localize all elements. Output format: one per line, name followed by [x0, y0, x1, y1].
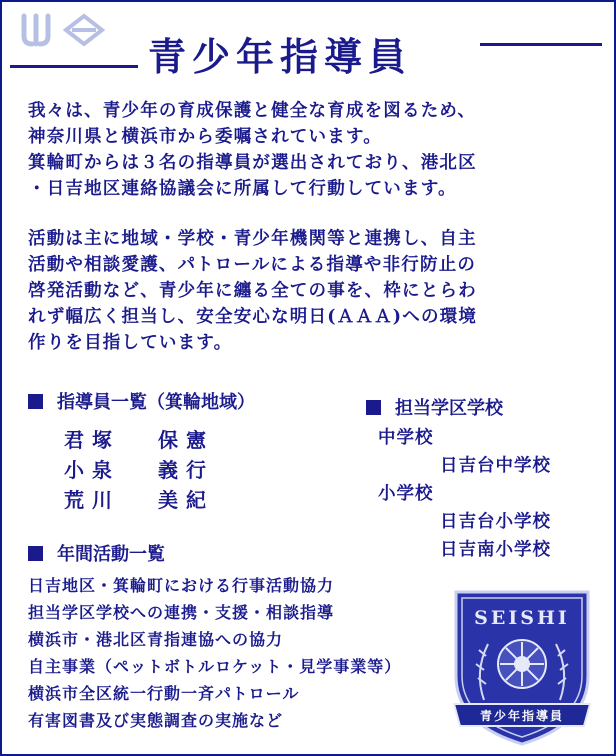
list-item: 有害図書及び実態調査の実施など: [28, 711, 284, 730]
member-given-name: 義行: [158, 458, 214, 482]
annual-activity-list: [28, 572, 401, 734]
list-item: 担当学区学校への連携・支援・相談指導: [28, 603, 335, 622]
square-bullet-icon: [28, 546, 43, 561]
member-given-name: 保憲: [158, 428, 214, 452]
activity-line: 作りを目指しています。: [28, 333, 233, 353]
member-surname: 君塚: [64, 428, 120, 452]
member-given-name: 美紀: [158, 488, 214, 512]
member-surname: 小泉: [64, 458, 120, 482]
seishi-emblem-icon: [444, 584, 600, 748]
title-rule-left: [10, 65, 138, 68]
city-logo-icon: [14, 10, 110, 50]
activity-line: 活動は主に地域・学校・青少年機関等と連携し、自主: [28, 229, 477, 249]
activity-line: 啓発活動など、青少年に纏る全ての事を、枠にとらわ: [28, 281, 477, 301]
members-heading-text: 指導員一覧（箕輪地域）: [57, 392, 255, 413]
schools-heading: [366, 394, 503, 420]
list-item: 横浜市全区統一行動一斉パトロール: [28, 684, 300, 703]
list-item: 日吉地区・箕輪町における行事活動協力: [28, 576, 335, 595]
title-rule-right: [480, 43, 602, 46]
member-row: [64, 424, 214, 453]
intro-line: 我々は、青少年の育成保護と健全な育成を図るため、: [28, 101, 477, 121]
square-bullet-icon: [366, 400, 381, 415]
members-heading: [28, 388, 255, 414]
elementary-label: 小学校: [378, 484, 434, 504]
intro-line: ・日吉地区連絡協議会に所属して行動しています。: [28, 179, 457, 199]
school-name: 日吉台小学校: [440, 512, 551, 532]
member-row: [64, 484, 214, 513]
member-row: [64, 454, 214, 483]
emblem-text: SEISHI: [474, 607, 570, 629]
schools-heading-text: 担当学区学校: [395, 398, 503, 419]
list-item: 自主事業（ペットボトルロケット・見学事業等）: [28, 657, 402, 676]
emblem-banner: 青少年指導員: [479, 709, 565, 723]
intro-paragraph: [28, 98, 604, 202]
annual-heading-text: 年間活動一覧: [57, 544, 165, 565]
activity-line: 活動や相談愛護、パトロールによる指導や非行防止の: [28, 255, 477, 275]
intro-line: 神奈川県と横浜市から委嘱されています。: [28, 127, 382, 147]
school-name: 日吉台中学校: [440, 456, 551, 476]
page-title: 青少年指導員: [148, 34, 413, 79]
member-surname: 荒川: [64, 488, 120, 512]
school-name: 日吉南小学校: [440, 540, 551, 560]
junior-high-label: 中学校: [378, 428, 434, 448]
activity-line: れず幅広く担当し、安全安心な明日(ＡＡＡ)への環境: [28, 307, 478, 327]
annual-heading: [28, 540, 165, 566]
list-item: 横浜市・港北区青指連協への協力: [28, 630, 284, 649]
intro-line: 箕輪町からは３名の指導員が選出されており、港北区: [28, 153, 477, 173]
activity-paragraph: [28, 226, 604, 356]
square-bullet-icon: [28, 394, 43, 409]
